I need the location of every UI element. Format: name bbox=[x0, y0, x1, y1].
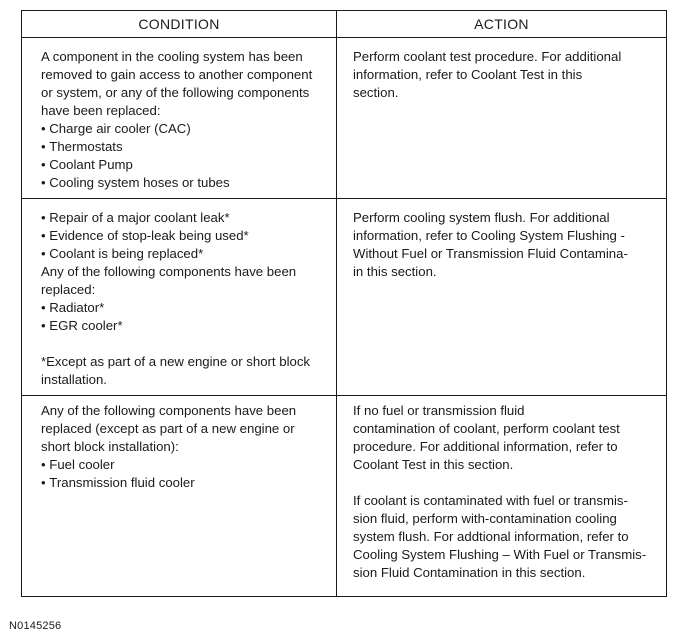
condition-text-line: removed to gain access to another component bbox=[41, 67, 313, 82]
action-text-line: Coolant Test in this section. bbox=[353, 457, 514, 472]
condition-bullet-item: • EGR cooler* bbox=[41, 317, 330, 335]
action-text-line: system flush. For addtional information, refer to bbox=[353, 529, 629, 544]
action-header: ACTION bbox=[337, 11, 667, 38]
action-text-line: If no fuel or transmission fluid bbox=[353, 403, 525, 418]
table-header-row bbox=[22, 11, 667, 38]
condition-text-line: short block installation): bbox=[41, 439, 179, 454]
table-row bbox=[22, 396, 667, 597]
figure-id-label: N0145256 bbox=[9, 620, 62, 632]
paragraph-spacer bbox=[353, 474, 660, 492]
condition-text-line: or system, or any of the following components bbox=[41, 85, 310, 100]
action-text-line: information, refer to Coolant Test in this bbox=[353, 67, 583, 82]
condition-bullet-item: • Transmission fluid cooler bbox=[41, 474, 330, 492]
action-text-line: contamination of coolant, perform coolant test bbox=[353, 421, 620, 436]
action-cell bbox=[337, 396, 667, 597]
condition-footnote-line: installation. bbox=[41, 372, 107, 387]
action-text-line: sion fluid, perform with-contamination cooling bbox=[353, 511, 617, 526]
condition-bullet-item: • Cooling system hoses or tubes bbox=[41, 174, 330, 192]
table-row bbox=[22, 199, 667, 396]
action-text-line: information, refer to Cooling System Flushing - bbox=[353, 228, 625, 243]
condition-action-table-container bbox=[21, 10, 666, 597]
condition-footnote-line: *Except as part of a new engine or short block bbox=[41, 354, 311, 369]
condition-bullet-item: • Charge air cooler (CAC) bbox=[41, 120, 330, 138]
action-text-line: sion Fluid Contamination in this section. bbox=[353, 565, 586, 580]
condition-bullet-item: • Evidence of stop-leak being used* bbox=[41, 227, 330, 245]
condition-text-line: have been replaced: bbox=[41, 103, 161, 118]
action-text-line: procedure. For additional information, refer to bbox=[353, 439, 618, 454]
action-text-line: Perform cooling system flush. For additional bbox=[353, 210, 610, 225]
action-text-line: Without Fuel or Transmission Fluid Contamina- bbox=[353, 246, 628, 261]
condition-cell bbox=[22, 38, 337, 199]
condition-text-line: A component in the cooling system has been bbox=[41, 49, 303, 64]
condition-bullet-item: • Thermostats bbox=[41, 138, 330, 156]
action-cell bbox=[337, 199, 667, 396]
condition-text-line: replaced (except as part of a new engine or bbox=[41, 421, 295, 436]
action-cell bbox=[337, 38, 667, 199]
action-text-line: Cooling System Flushing – With Fuel or Transmis- bbox=[353, 547, 647, 562]
condition-text-line: replaced: bbox=[41, 282, 96, 297]
action-text-line: in this section. bbox=[353, 264, 437, 279]
condition-bullet-item: • Fuel cooler bbox=[41, 456, 330, 474]
condition-cell bbox=[22, 199, 337, 396]
condition-bullet-item: • Radiator* bbox=[41, 299, 330, 317]
action-text-line: Perform coolant test procedure. For additional bbox=[353, 49, 622, 64]
condition-bullet-item: • Coolant Pump bbox=[41, 156, 330, 174]
condition-bullet-item: • Repair of a major coolant leak* bbox=[41, 209, 330, 227]
condition-text-line: Any of the following components have been bbox=[41, 403, 297, 418]
condition-header: CONDITION bbox=[22, 11, 337, 38]
action-text-line: If coolant is contaminated with fuel or transmis- bbox=[353, 493, 628, 508]
condition-cell bbox=[22, 396, 337, 597]
condition-action-table bbox=[21, 10, 667, 597]
table-row bbox=[22, 38, 667, 199]
condition-text-line: Any of the following components have been bbox=[41, 264, 297, 279]
paragraph-spacer bbox=[41, 335, 330, 353]
condition-bullet-item: • Coolant is being replaced* bbox=[41, 245, 330, 263]
action-text-line: section. bbox=[353, 85, 399, 100]
